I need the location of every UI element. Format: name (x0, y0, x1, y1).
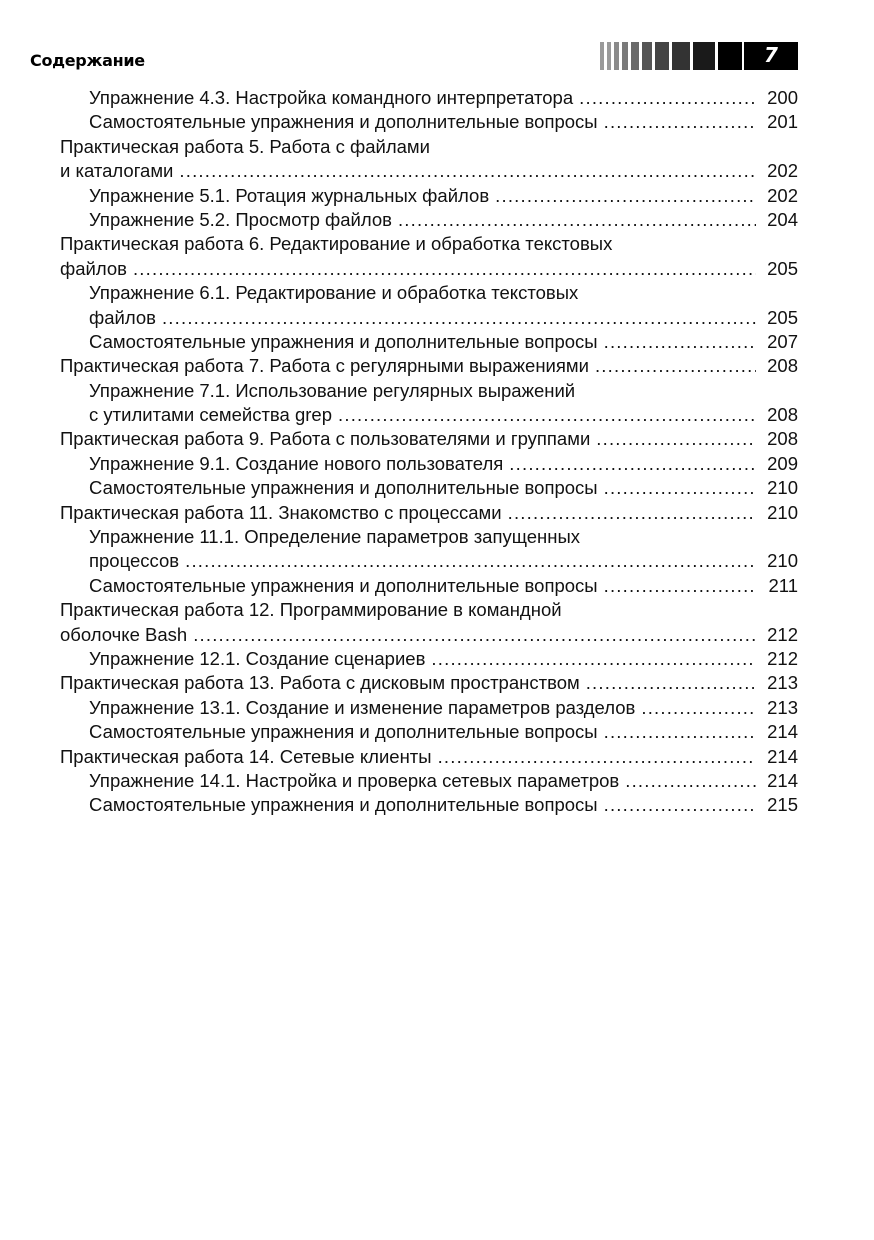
toc-page-number: 207 (767, 330, 798, 352)
dot-leader (604, 110, 756, 134)
toc-entry-line (60, 159, 798, 183)
toc-entry-line (60, 427, 798, 451)
toc-page-number: 215 (767, 794, 798, 816)
toc-entry-title: Упражнение 12.1. Создание сценариев (89, 647, 426, 669)
toc-entry-line (60, 257, 798, 281)
toc-page-number: 214 (767, 721, 798, 743)
toc-entry-line: Упражнение 6.1. Редактирование и обработка текстовых (89, 282, 579, 304)
toc-entry-title: оболочке Bash (60, 623, 188, 645)
toc-page-number: 214 (767, 745, 798, 767)
page-number: 7 (744, 42, 798, 70)
toc-entry-title: Упражнение 5.2. Просмотр файлов (89, 208, 392, 230)
toc-entry-line (60, 501, 798, 525)
dot-leader (398, 208, 756, 232)
toc-entry-line (60, 623, 798, 647)
toc-entry-title: Практическая работа 11. Знакомство с процессами (60, 501, 502, 523)
dot-leader (162, 306, 756, 330)
dot-leader (509, 452, 756, 476)
toc-page-number: 209 (767, 452, 798, 474)
toc-entry-line (89, 574, 798, 598)
toc-entry-line (60, 354, 798, 378)
toc-entry-line (89, 330, 798, 354)
dot-leader (179, 159, 756, 183)
toc-entry-line (89, 769, 798, 793)
toc-entry-line: Практическая работа 12. Программирование в командной (60, 599, 562, 621)
running-head-title: Содержание (30, 51, 145, 70)
toc-entry-title: Самостоятельные упражнения и дополнительные вопросы (89, 111, 598, 133)
toc-entry-line: Упражнение 7.1. Использование регулярных выражений (89, 379, 576, 401)
dot-leader (185, 549, 756, 573)
toc-entry-title: Упражнение 5.1. Ротация журнальных файлов (89, 184, 490, 206)
dot-leader (193, 623, 756, 647)
toc-page-number: 212 (767, 647, 798, 669)
toc-entry-line (89, 184, 798, 208)
toc-page-number: 204 (767, 208, 798, 230)
toc-entry-line (89, 696, 798, 720)
toc-entry-line (89, 452, 798, 476)
toc-entry-title: Самостоятельные упражнения и дополнительные вопросы (89, 721, 598, 743)
toc-page-number: 205 (767, 306, 798, 328)
toc-entry-title: Самостоятельные упражнения и дополнительные вопросы (89, 477, 598, 499)
toc-entry-title: Упражнение 13.1. Создание и изменение параметров разделов (89, 696, 636, 718)
dot-leader (338, 403, 756, 427)
toc-page-number: 210 (767, 477, 798, 499)
toc-entry-title: Практическая работа 9. Работа с пользователями и группами (60, 428, 591, 450)
table-of-contents (60, 86, 798, 818)
toc-entry-line (89, 647, 798, 671)
toc-entry-title: и каталогами (60, 160, 174, 182)
dot-leader (495, 184, 756, 208)
toc-entry-line (89, 208, 798, 232)
toc-entry-title: Практическая работа 7. Работа с регулярными выражениями (60, 355, 589, 377)
toc-entry-line (60, 745, 798, 769)
dot-leader (596, 427, 756, 451)
dot-leader (604, 720, 756, 744)
dot-leader (604, 574, 756, 598)
toc-page-number: 208 (767, 428, 798, 450)
dot-leader (586, 671, 756, 695)
toc-entry-title: Практическая работа 13. Работа с дисковым пространством (60, 672, 580, 694)
toc-page-number: 200 (767, 87, 798, 108)
dot-leader (604, 476, 756, 500)
toc-entry-line: Практическая работа 5. Работа с файлами (60, 135, 430, 157)
dot-leader (604, 793, 756, 817)
page-header (30, 42, 798, 70)
dot-leader (641, 696, 756, 720)
toc-entry-line (89, 110, 798, 134)
toc-entry-line (89, 793, 798, 817)
dot-leader (508, 501, 756, 525)
toc-page-number: 213 (767, 696, 798, 718)
toc-page-number: 211 (768, 574, 798, 596)
toc-entry-line (89, 86, 798, 110)
toc-entry-line (89, 720, 798, 744)
toc-entry-title: Упражнение 9.1. Создание нового пользователя (89, 452, 504, 474)
toc-page-number: 202 (767, 160, 798, 182)
toc-entry-title: процессов (89, 550, 180, 572)
dot-leader (431, 647, 756, 671)
toc-page-number: 205 (767, 257, 798, 279)
toc-page-number: 202 (767, 184, 798, 206)
toc-page-number: 210 (767, 550, 798, 572)
dot-leader (579, 86, 756, 110)
toc-entry-line: Упражнение 11.1. Определение параметров запущенных (89, 526, 581, 548)
dot-leader (438, 745, 756, 769)
toc-entry-line (89, 476, 798, 500)
dot-leader (595, 354, 756, 378)
toc-entry-line (89, 549, 798, 573)
dot-leader (625, 769, 756, 793)
toc-page-number: 212 (767, 623, 798, 645)
toc-entry-title: Самостоятельные упражнения и дополнительные вопросы (89, 794, 598, 816)
toc-entry-title: с утилитами семейства grep (89, 404, 333, 426)
toc-page-number: 213 (767, 672, 798, 694)
toc-page-number: 208 (767, 355, 798, 377)
toc-entry-title: Самостоятельные упражнения и дополнительные вопросы (89, 330, 598, 352)
toc-page-number: 214 (767, 769, 798, 791)
toc-entry-line (89, 403, 798, 427)
toc-entry-line: Практическая работа 6. Редактирование и обработка текстовых (60, 233, 613, 255)
toc-entry-title: файлов (89, 306, 156, 328)
toc-entry-title: Упражнение 4.3. Настройка командного интерпретатора (89, 87, 574, 108)
toc-entry-title: Практическая работа 14. Сетевые клиенты (60, 745, 432, 767)
toc-entry-title: Самостоятельные упражнения и дополнительные вопросы (89, 574, 598, 596)
toc-entry-line (89, 306, 798, 330)
toc-entry-title: файлов (60, 257, 127, 279)
dot-leader (604, 330, 756, 354)
toc-entry-line (60, 671, 798, 695)
toc-page-number: 201 (767, 111, 798, 133)
toc-page-number: 210 (767, 501, 798, 523)
dot-leader (133, 257, 756, 281)
toc-entry-title: Упражнение 14.1. Настройка и проверка сетевых параметров (89, 769, 620, 791)
toc-page-number: 208 (767, 404, 798, 426)
